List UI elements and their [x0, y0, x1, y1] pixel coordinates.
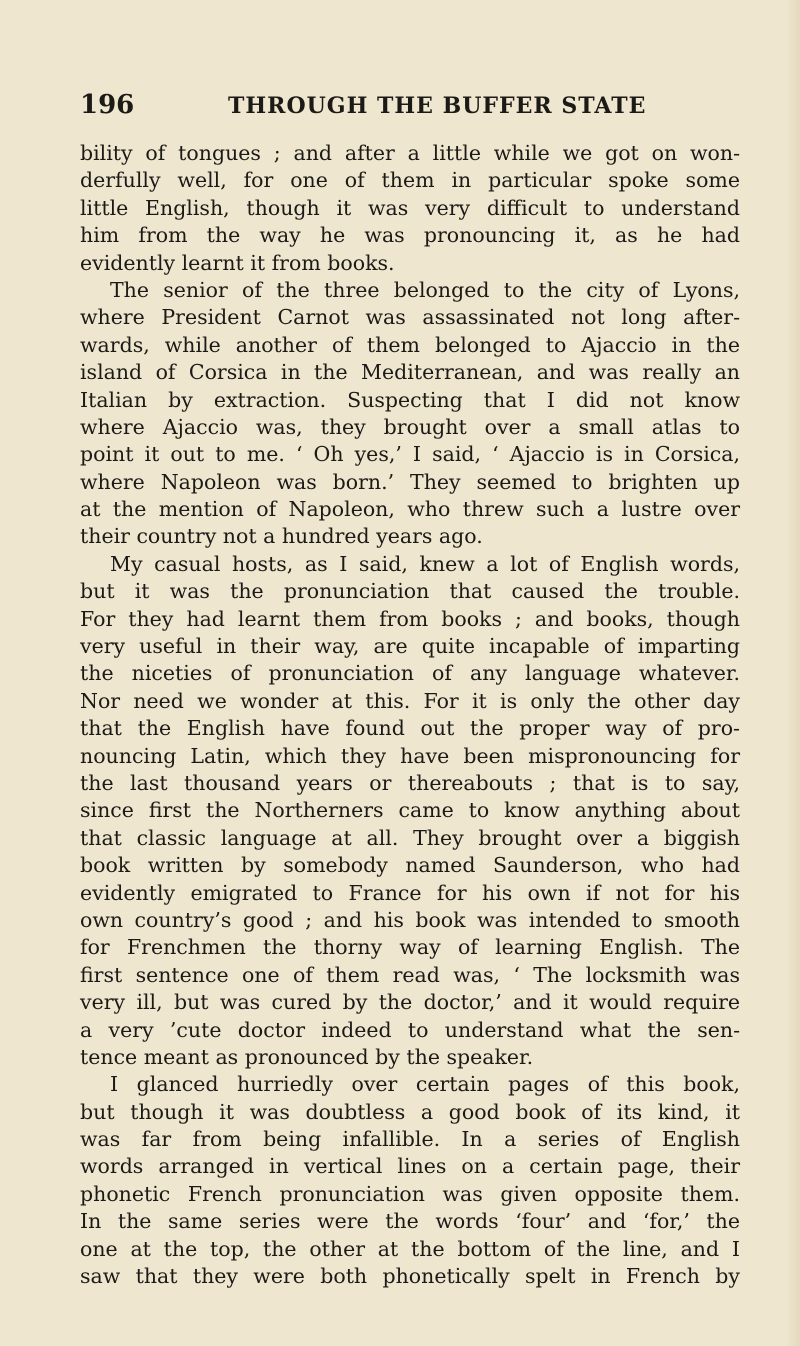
text-line: since first the Northerners came to know anything about [80, 798, 740, 823]
text-line: bility of tongues ; and after a little while we got on won- [80, 141, 740, 165]
text-line: phonetic French pronunciation was given opposite them. [80, 1181, 740, 1206]
text-line: Nor need we wonder at this. For it is only the other day [80, 688, 740, 713]
text-line: a very ’cute doctor indeed to understand what the sen- [80, 1017, 740, 1042]
text-line: but it was the pronunciation that caused the trouble. [80, 579, 740, 604]
running-head: THROUGH THE BUFFER STATE [228, 93, 647, 119]
text-line: wards, while another of them belonged to Ajaccio in the [80, 332, 740, 357]
text-line: little English, though it was very difficult to understand [80, 195, 740, 220]
text-line: In the same series were the words ‘four’ and ‘for,’ the [80, 1209, 740, 1234]
text-line: evidently learnt it from books. [80, 250, 395, 275]
text-line: own country’s good ; and his book was intended to smooth [80, 907, 740, 932]
text-line: but though it was doubtless a good book of its kind, it [80, 1099, 740, 1124]
text-line: evidently emigrated to France for his own if not for his [80, 880, 740, 905]
text-line: that the English have found out the proper way of pro- [80, 716, 740, 741]
text-line: saw that they were both phonetically spelt in French by [80, 1264, 740, 1289]
text-line: for Frenchmen the thorny way of learning English. The [80, 935, 740, 960]
text-line: one at the top, the other at the bottom of the line, and I [80, 1236, 740, 1261]
text-line: where Napoleon was born.’ They seemed to brighten up [80, 469, 740, 494]
text-line: very useful in their way, are quite incapable of imparting [80, 634, 740, 659]
text-line: tence meant as pronounced by the speaker. [80, 1044, 534, 1069]
text-line: was far from being infallible. In a series of English [80, 1127, 740, 1152]
page-number: 196 [80, 90, 135, 120]
text-line: I glanced hurriedly over certain pages of this book, [110, 1072, 740, 1097]
text-line: where President Carnot was assassinated not long after- [80, 305, 740, 330]
text-line: The senior of the three belonged to the city of Lyons, [110, 277, 740, 302]
text-line: For they had learnt them from books ; and books, though [80, 606, 740, 631]
page-header [80, 90, 760, 124]
page-edge-shadow [786, 0, 800, 1346]
text-line: book written by somebody named Saunderson, who had [80, 853, 740, 878]
text-line: words arranged in vertical lines on a certain page, their [80, 1154, 740, 1179]
text-line: that classic language at all. They brought over a biggish [80, 825, 740, 850]
text-line: point it out to me. ‘ Oh yes,’ I said, ‘ Ajaccio is in Corsica, [80, 442, 740, 467]
text-line: My casual hosts, as I said, knew a lot of English words, [110, 551, 740, 576]
text-line: first sentence one of them read was, ‘ The locksmith was [80, 962, 740, 987]
text-line: very ill, but was cured by the doctor,’ and it would require [80, 990, 740, 1015]
body-text [80, 140, 740, 1290]
text-line: Italian by extraction. Suspecting that I did not know [80, 387, 740, 412]
text-line: derfully well, for one of them in particular spoke some [80, 168, 740, 193]
text-line: nouncing Latin, which they have been mispronouncing for [80, 743, 740, 768]
text-line: the niceties of pronunciation of any language whatever. [80, 661, 740, 686]
text-line: the last thousand years or thereabouts ; that is to say, [80, 770, 740, 795]
text-line: where Ajaccio was, they brought over a small atlas to [80, 414, 740, 439]
text-line: their country not a hundred years ago. [80, 524, 483, 549]
text-line: island of Corsica in the Mediterranean, and was really an [80, 360, 740, 385]
text-line: him from the way he was pronouncing it, as he had [80, 223, 740, 248]
text-line: at the mention of Napoleon, who threw such a lustre over [80, 497, 740, 522]
